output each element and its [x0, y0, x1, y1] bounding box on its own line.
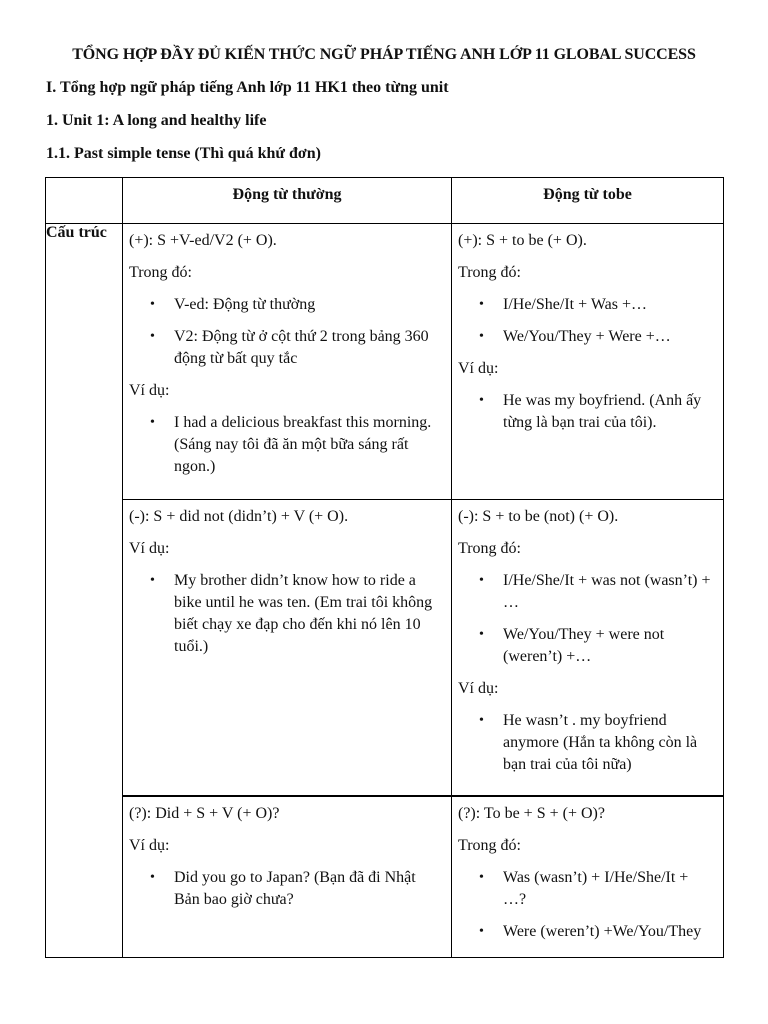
- cell-regular-affirmative: [123, 224, 452, 500]
- list-item: • I had a delicious breakfast this morning. (Sáng nay tôi đã ăn một bữa sáng rất ngon.): [129, 412, 443, 478]
- document-title: TỔNG HỢP ĐẦY ĐỦ KIẾN THỨC NGỮ PHÁP TIẾNG ANH LỚP 11 GLOBAL SUCCESS: [72, 46, 696, 63]
- list-item: • We/You/They + were not (weren’t) +…: [458, 624, 715, 668]
- formula-text: (-): S + to be (not) (+ O).: [458, 508, 619, 525]
- list-item: • We/You/They + Were +…: [458, 326, 715, 348]
- example-list: [129, 412, 443, 478]
- example-label: Ví dụ:: [458, 360, 499, 377]
- where-label: Trong đó:: [458, 540, 521, 557]
- table-header-row: [46, 178, 724, 224]
- table-row-negative: [46, 500, 724, 797]
- list-item: • V2: Động từ ở cột thứ 2 trong bảng 360 động từ bất quy tắc: [129, 326, 443, 370]
- example-list: [129, 570, 443, 658]
- list-item: • V-ed: Động từ thường: [129, 294, 443, 316]
- list-item: • I/He/She/It + Was +…: [458, 294, 715, 316]
- where-list: [129, 294, 443, 370]
- where-list: [458, 570, 715, 668]
- where-label: Trong đó:: [458, 264, 521, 281]
- example-label: Ví dụ:: [129, 540, 170, 557]
- list-item: • Did you go to Japan? (Bạn đã đi Nhật Bản bao giờ chưa?: [129, 867, 443, 911]
- formula-text: (+): S +V-ed/V2 (+ O).: [129, 232, 277, 249]
- formula-text: (?): Did + S + V (+ O)?: [129, 805, 280, 822]
- subsection-heading: 1.1. Past simple tense (Thì quá khứ đơn): [46, 145, 321, 162]
- row-label-structure: Cấu trúc: [46, 224, 123, 958]
- example-label: Ví dụ:: [458, 680, 499, 697]
- formula-text: (?): To be + S + (+ O)?: [458, 805, 605, 822]
- cell-tobe-negative: [452, 500, 724, 797]
- example-list: [458, 390, 715, 434]
- header-regular-verb: [123, 178, 452, 224]
- header-tobe-verb: [452, 178, 724, 224]
- cell-regular-question: [123, 796, 452, 958]
- example-list: [458, 710, 715, 776]
- table-row-question: [46, 796, 724, 958]
- where-label: Trong đó:: [458, 837, 521, 854]
- section-heading: I. Tổng hợp ngữ pháp tiếng Anh lớp 11 HK1 theo từng unit: [46, 79, 449, 96]
- list-item: • I/He/She/It + was not (wasn’t) + …: [458, 570, 715, 614]
- unit-heading: 1. Unit 1: A long and healthy life: [46, 112, 267, 129]
- table-row-affirmative: [46, 224, 724, 500]
- header-empty-cell: [46, 178, 123, 224]
- list-item: • My brother didn’t know how to ride a bike until he was ten. (Em trai tôi không biết chạy xe đạp cho đến khi nó lên 10 tuổi.): [129, 570, 443, 658]
- example-list: [129, 867, 443, 911]
- cell-tobe-question: [452, 796, 724, 958]
- cell-regular-negative: [123, 500, 452, 797]
- example-label: Ví dụ:: [129, 382, 170, 399]
- grammar-table: [45, 177, 724, 958]
- formula-text: (-): S + did not (didn’t) + V (+ O).: [129, 508, 349, 525]
- cell-tobe-affirmative: [452, 224, 724, 500]
- list-item: • He was my boyfriend. (Anh ấy từng là bạn trai của tôi).: [458, 390, 715, 434]
- where-label: Trong đó:: [129, 264, 192, 281]
- formula-text: (+): S + to be (+ O).: [458, 232, 587, 249]
- header-regular-verb-label: Động từ thường: [232, 186, 342, 203]
- list-item: • He wasn’t . my boyfriend anymore (Hắn ta không còn là bạn trai của tôi nữa): [458, 710, 715, 776]
- list-item: • Were (weren’t) +We/You/They: [458, 921, 715, 943]
- example-label: Ví dụ:: [129, 837, 170, 854]
- header-tobe-verb-label: Động từ tobe: [543, 186, 632, 203]
- where-list: [458, 867, 715, 943]
- where-list: [458, 294, 715, 348]
- list-item: • Was (wasn’t) + I/He/She/It + …?: [458, 867, 715, 911]
